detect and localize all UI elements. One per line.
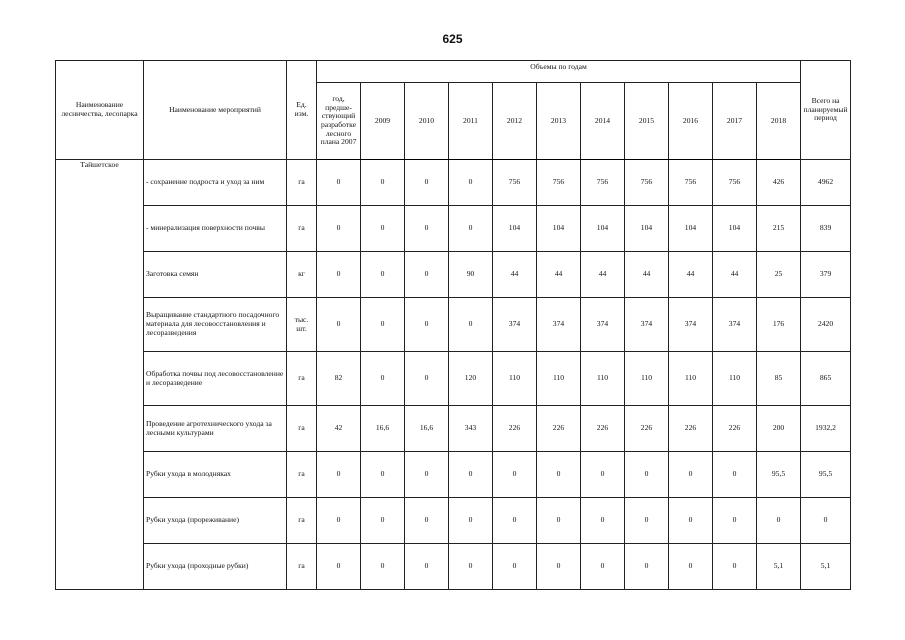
unit-cell: га	[287, 160, 317, 206]
table-row	[56, 498, 851, 544]
value-cell: 0	[317, 452, 361, 498]
value-cell: 104	[581, 206, 625, 252]
unit-cell: га	[287, 406, 317, 452]
value-cell: 0	[537, 452, 581, 498]
value-cell: 120	[449, 352, 493, 406]
value-cell: 226	[713, 406, 757, 452]
value-cell: 343	[449, 406, 493, 452]
value-cell: 110	[669, 352, 713, 406]
unit-cell: га	[287, 544, 317, 590]
header-year: 2018	[757, 83, 801, 160]
header-year: 2011	[449, 83, 493, 160]
value-cell: 226	[625, 406, 669, 452]
value-cell: 0	[405, 544, 449, 590]
value-cell: 0	[405, 498, 449, 544]
value-cell: 426	[757, 160, 801, 206]
value-cell: 16,6	[361, 406, 405, 452]
header-activity: Наименование мероприятий	[144, 61, 287, 160]
value-cell: 756	[493, 160, 537, 206]
unit-cell: га	[287, 498, 317, 544]
value-cell: 110	[581, 352, 625, 406]
value-cell: 0	[713, 544, 757, 590]
value-cell: 0	[317, 160, 361, 206]
total-cell: 5,1	[801, 544, 851, 590]
value-cell: 0	[317, 298, 361, 352]
total-cell: 4962	[801, 160, 851, 206]
value-cell: 0	[361, 452, 405, 498]
value-cell: 374	[669, 298, 713, 352]
value-cell: 0	[361, 252, 405, 298]
header-year: 2016	[669, 83, 713, 160]
value-cell: 756	[625, 160, 669, 206]
table-row	[56, 544, 851, 590]
header-base-year: год, предше-ствующий разработке лесного плана 2007	[317, 83, 361, 160]
value-cell: 104	[493, 206, 537, 252]
total-cell: 2420	[801, 298, 851, 352]
value-cell: 0	[757, 498, 801, 544]
activity-name: Проведение агротехнического ухода за лесными культурами	[144, 406, 287, 452]
activity-name: Рубки ухода (прореживание)	[144, 498, 287, 544]
value-cell: 0	[713, 498, 757, 544]
value-cell: 176	[757, 298, 801, 352]
header-unit: Ед. изм.	[287, 61, 317, 160]
total-cell: 839	[801, 206, 851, 252]
header-year: 2009	[361, 83, 405, 160]
value-cell: 0	[449, 160, 493, 206]
value-cell: 215	[757, 206, 801, 252]
value-cell: 104	[669, 206, 713, 252]
value-cell: 0	[361, 352, 405, 406]
value-cell: 226	[537, 406, 581, 452]
table-row	[56, 298, 851, 352]
value-cell: 0	[493, 544, 537, 590]
unit-cell: тыс. шт.	[287, 298, 317, 352]
activity-name: Выращивание стандартного посадочного материала для лесовосстановления и лесоразведения	[144, 298, 287, 352]
value-cell: 226	[493, 406, 537, 452]
value-cell: 0	[449, 298, 493, 352]
activity-name: Рубки ухода в молодняках	[144, 452, 287, 498]
table-row	[56, 252, 851, 298]
value-cell: 756	[713, 160, 757, 206]
value-cell: 44	[537, 252, 581, 298]
table-row	[56, 206, 851, 252]
unit-cell: га	[287, 452, 317, 498]
value-cell: 0	[669, 452, 713, 498]
value-cell: 226	[669, 406, 713, 452]
table-body	[56, 160, 851, 590]
value-cell: 110	[713, 352, 757, 406]
header-year: 2015	[625, 83, 669, 160]
value-cell: 0	[625, 498, 669, 544]
value-cell: 110	[537, 352, 581, 406]
header-year: 2010	[405, 83, 449, 160]
header-volumes-by-year: Объемы по годам	[317, 61, 801, 83]
total-cell: 0	[801, 498, 851, 544]
value-cell: 44	[493, 252, 537, 298]
value-cell: 44	[625, 252, 669, 298]
total-cell: 95,5	[801, 452, 851, 498]
value-cell: 0	[317, 252, 361, 298]
value-cell: 0	[449, 452, 493, 498]
value-cell: 44	[713, 252, 757, 298]
value-cell: 0	[537, 498, 581, 544]
value-cell: 110	[493, 352, 537, 406]
value-cell: 104	[625, 206, 669, 252]
value-cell: 756	[581, 160, 625, 206]
value-cell: 374	[625, 298, 669, 352]
value-cell: 0	[669, 498, 713, 544]
unit-cell: га	[287, 352, 317, 406]
value-cell: 0	[493, 452, 537, 498]
unit-cell: кг	[287, 252, 317, 298]
value-cell: 374	[713, 298, 757, 352]
value-cell: 0	[625, 544, 669, 590]
value-cell: 0	[581, 452, 625, 498]
value-cell: 104	[537, 206, 581, 252]
value-cell: 0	[405, 298, 449, 352]
header-total: Всего на планируемый период	[801, 61, 851, 160]
value-cell: 25	[757, 252, 801, 298]
header-year: 2014	[581, 83, 625, 160]
table-row	[56, 452, 851, 498]
value-cell: 374	[537, 298, 581, 352]
value-cell: 0	[669, 544, 713, 590]
value-cell: 0	[449, 544, 493, 590]
value-cell: 0	[713, 452, 757, 498]
table-row	[56, 406, 851, 452]
activity-name: Заготовка семян	[144, 252, 287, 298]
value-cell: 0	[317, 498, 361, 544]
value-cell: 0	[317, 206, 361, 252]
value-cell: 0	[361, 498, 405, 544]
value-cell: 374	[581, 298, 625, 352]
forest-plan-table	[55, 60, 851, 590]
value-cell: 0	[361, 160, 405, 206]
value-cell: 200	[757, 406, 801, 452]
table-row	[56, 160, 851, 206]
table-row	[56, 352, 851, 406]
value-cell: 0	[493, 498, 537, 544]
value-cell: 0	[625, 452, 669, 498]
value-cell: 0	[361, 206, 405, 252]
total-cell: 1932,2	[801, 406, 851, 452]
header-year: 2017	[713, 83, 757, 160]
value-cell: 226	[581, 406, 625, 452]
value-cell: 42	[317, 406, 361, 452]
value-cell: 0	[581, 498, 625, 544]
value-cell: 0	[405, 206, 449, 252]
value-cell: 5,1	[757, 544, 801, 590]
value-cell: 90	[449, 252, 493, 298]
value-cell: 0	[405, 160, 449, 206]
forestry-name: Тайшетское	[56, 160, 144, 590]
value-cell: 95,5	[757, 452, 801, 498]
total-cell: 865	[801, 352, 851, 406]
value-cell: 0	[405, 252, 449, 298]
value-cell: 0	[361, 544, 405, 590]
value-cell: 104	[713, 206, 757, 252]
value-cell: 756	[669, 160, 713, 206]
value-cell: 44	[581, 252, 625, 298]
unit-cell: га	[287, 206, 317, 252]
value-cell: 82	[317, 352, 361, 406]
value-cell: 0	[361, 298, 405, 352]
value-cell: 0	[537, 544, 581, 590]
value-cell: 0	[405, 352, 449, 406]
header-year: 2012	[493, 83, 537, 160]
total-cell: 379	[801, 252, 851, 298]
activity-name: - сохранение подроста и уход за ним	[144, 160, 287, 206]
value-cell: 16,6	[405, 406, 449, 452]
activity-name: - минерализация поверхности почвы	[144, 206, 287, 252]
value-cell: 756	[537, 160, 581, 206]
value-cell: 85	[757, 352, 801, 406]
value-cell: 374	[493, 298, 537, 352]
value-cell: 110	[625, 352, 669, 406]
page-number: 625	[442, 32, 463, 46]
activity-name: Рубки ухода (проходные рубки)	[144, 544, 287, 590]
value-cell: 44	[669, 252, 713, 298]
value-cell: 0	[405, 452, 449, 498]
activity-name: Обработка почвы под лесовосстановление и лесоразведение	[144, 352, 287, 406]
header-year: 2013	[537, 83, 581, 160]
value-cell: 0	[581, 544, 625, 590]
header-forestry: Наименование лесничества, лесопарка	[56, 61, 144, 160]
value-cell: 0	[449, 498, 493, 544]
value-cell: 0	[317, 544, 361, 590]
value-cell: 0	[449, 206, 493, 252]
